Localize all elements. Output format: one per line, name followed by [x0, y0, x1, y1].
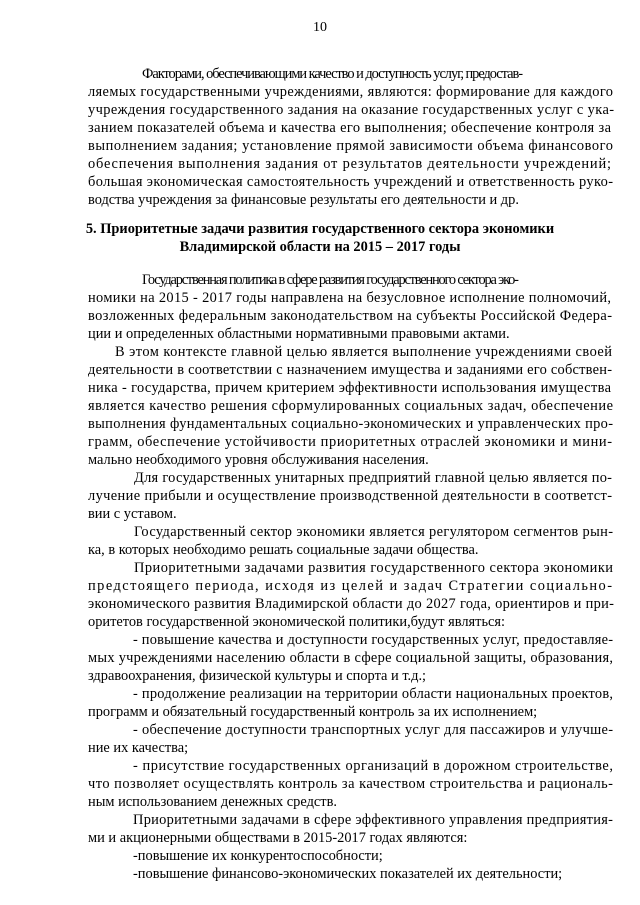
text-line: мых учреждениями населению области в сфере социальной защиты, образования,: [88, 650, 614, 666]
text-line: -повышение их конкурентоспособности;: [133, 848, 383, 864]
text-line: ляемых государственными учреждениями, являются: формирование для каждого: [88, 84, 614, 100]
text-line: лучение прибыли и осуществление производственной деятельности в соответст-: [88, 488, 613, 504]
text-line: Для государственных унитарных предприятий главной целью является по-: [134, 470, 613, 486]
text-line: занием показателей объема и качества его выполнения; обеспечение контроля за: [88, 120, 612, 136]
text-line: - повышение качества и доступности государственных услуг, предоставляе-: [133, 632, 614, 648]
text-line: вии с уставом.: [88, 506, 177, 522]
text-line: мально необходимого уровня обслуживания населения.: [88, 452, 429, 468]
text-line: номики на 2015 - 2017 годы направлена на безусловное исполнение полномочий,: [88, 290, 612, 306]
text-line: Приоритетными задачами развития государственного сектора экономики: [134, 560, 614, 576]
text-line: программ и обязательный государственный контроль за их исполнением;: [88, 704, 538, 720]
text-line: ника - государства, причем критерием эффективности использования имущества: [88, 380, 612, 396]
text-line: - продолжение реализации на территории области национальных проектов,: [133, 686, 614, 702]
text-line: ка, в которых необходимо решать социальные задачи общества.: [88, 542, 479, 558]
text-line: Приоритетными задачами в сфере эффективного управления предприятия-: [133, 812, 614, 828]
text-line: возложенных федеральным законодательством на субъекты Российской Федера-: [88, 308, 613, 324]
text-line: выполнением задания; установление прямой зависимости объема финансового: [88, 138, 614, 154]
page-number: 10: [313, 20, 327, 35]
text-line: - обеспечение доступности транспортных услуг для пассажиров и улучше-: [133, 722, 614, 738]
text-line: предстоящего периода, исходя из целей и задач Стратегии социально-: [88, 578, 614, 594]
text-line: ции и определенных областными нормативными правовыми актами.: [88, 326, 510, 342]
text-line: что позволяет осуществлять контроль за качеством строительства и рациональ-: [88, 776, 614, 792]
text-line: Государственная политика в сфере развития государственного сектора эко-: [142, 272, 518, 288]
text-line: учреждения государственного задания на оказание государственных услуг с ука-: [88, 102, 615, 118]
text-line: большая экономическая самостоятельность учреждений и ответственность руко-: [88, 174, 614, 190]
text-line: оритетов государственной экономической политики,будут являться:: [88, 614, 506, 630]
text-line: деятельности в соответствии с назначением имущества и заданиями его собствен-: [88, 362, 613, 378]
text-line: Государственный сектор экономики является регулятором сегментов рын-: [134, 524, 614, 540]
text-line: экономического развития Владимирской области до 2027 года, ориентиров и при-: [88, 596, 615, 612]
text-line: ным использованием денежных средств.: [88, 794, 337, 810]
text-line: - присутствие государственных организаций в дорожном строительстве,: [133, 758, 614, 774]
text-line: является качество решения сформулированных социальных задач, обеспечение: [88, 398, 614, 414]
text-line: водства учреждения за финансовые результаты его деятельности и др.: [88, 192, 519, 208]
text-line: В этом контексте главной целью является выполнение учреждениями своей: [115, 344, 613, 360]
text-line: грамм, обеспечение устойчивости приоритетных отраслей экономики и мини-: [88, 434, 613, 450]
text-line: выполнения фундаментальных социально-экономических и управленческих про-: [88, 416, 614, 432]
text-line: обеспечения выполнения задания от результатов деятельности учреждений;: [88, 156, 612, 172]
heading-line: Владимирской области на 2015 – 2017 годы: [179, 239, 461, 255]
heading-line: 5. Приоритетные задачи развития государственного сектора экономики: [85, 221, 555, 237]
text-line: Факторами, обеспечивающими качество и доступность услуг, предостав-: [142, 66, 522, 82]
text-line: ние их качества;: [88, 740, 189, 756]
text-line: ми и акционерными обществами в 2015-2017 годах являются:: [88, 830, 468, 846]
text-line: здравоохранения, физической культуры и спорта и т.д.;: [88, 668, 427, 684]
text-line: -повышение финансово-экономических показателей их деятельности;: [133, 866, 563, 882]
